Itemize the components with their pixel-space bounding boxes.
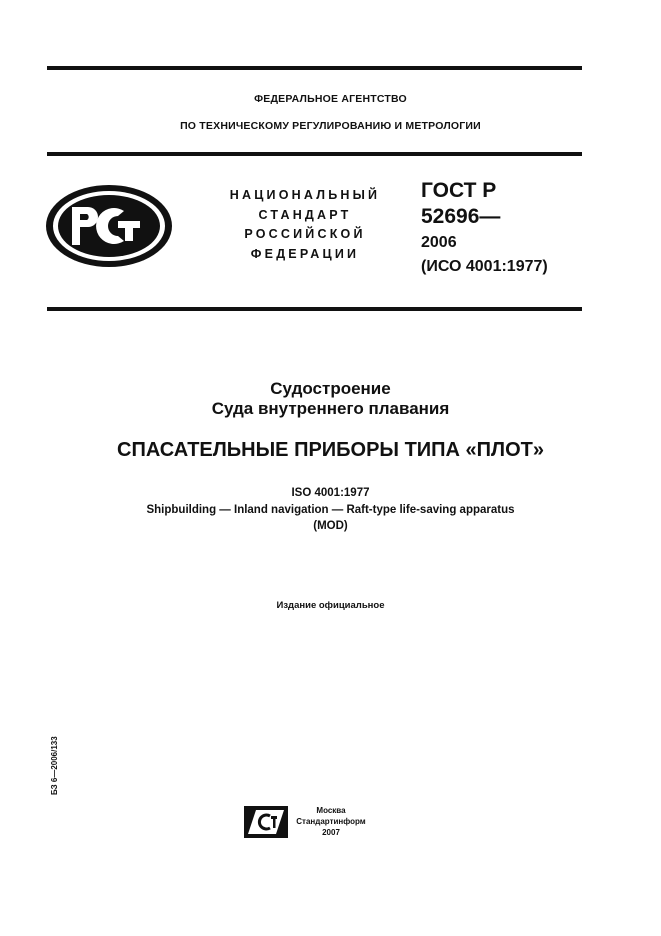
publisher-city: Москва: [316, 806, 346, 815]
iso-reference: ISO 4001:1977: [291, 487, 370, 499]
designation-line-1: ГОСТ Р: [421, 179, 497, 202]
subject-title-1: Судостроение: [270, 379, 391, 398]
gost-r-certification-logo-icon: [44, 183, 174, 269]
publisher-block: [296, 805, 366, 838]
top-rule: [47, 66, 582, 70]
side-code: БЗ 6—2006/133: [50, 736, 59, 795]
agency-line-2: ПО ТЕХНИЧЕСКОМУ РЕГУЛИРОВАНИЮ И МЕТРОЛОГИИ: [180, 120, 481, 132]
national-standard-line-3: РОССИЙСКОЙ: [244, 227, 366, 241]
standard-designation: [421, 178, 548, 278]
national-standard-line-4: ФЕДЕРАЦИИ: [250, 246, 360, 261]
national-standard-line-1: НАЦИОНАЛЬНЫЙ: [229, 188, 381, 202]
english-title: Shipbuilding — Inland navigation — Raft-type life-saving apparatus: [146, 504, 515, 516]
publisher-name: Стандартинформ: [296, 817, 366, 826]
masthead-rule: [47, 307, 582, 311]
header-rule: [47, 152, 582, 156]
modification-note: (MOD): [313, 520, 348, 532]
national-standard-label: [205, 186, 405, 264]
agency-line-1: ФЕДЕРАЛЬНОЕ АГЕНТСТВО: [254, 93, 407, 105]
main-title: СПАСАТЕЛЬНЫЕ ПРИБОРЫ ТИПА «ПЛОТ»: [117, 439, 544, 461]
standartinform-logo-icon: [244, 806, 288, 838]
designation-line-3: 2006: [421, 234, 457, 251]
publisher-year: 2007: [322, 828, 340, 837]
subject-title-2: Суда внутреннего плавания: [211, 399, 450, 418]
edition-label: Издание официальное: [276, 600, 385, 611]
designation-line-2: 52696—: [421, 205, 501, 228]
designation-line-4: (ИСО 4001:1977): [421, 258, 548, 275]
national-standard-line-2: СТАНДАРТ: [258, 207, 352, 222]
